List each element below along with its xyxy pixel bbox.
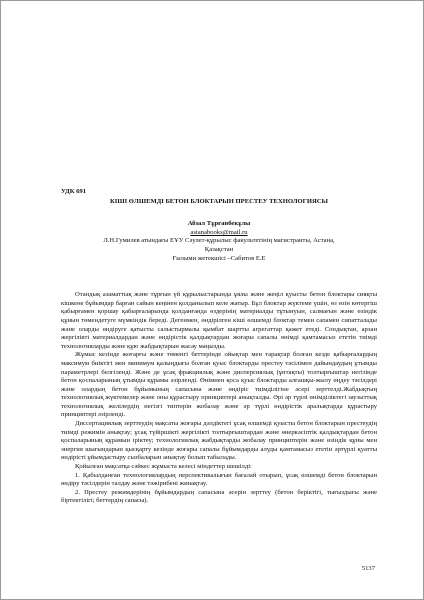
author-name: Абзал Тұрғанбекұлы [187, 220, 251, 228]
article-content [61, 188, 377, 506]
author-affiliation: Л.Н.Гумилев атындағы ЕҰУ Сәулет-құрылыс факультетінің магистранты, Астана, [103, 237, 335, 245]
udk-code: УДК 691 [61, 188, 87, 195]
author-country: Қазақстан [204, 245, 234, 253]
paragraph: Отандық азаматтық және тұрғын үй құрылыстарында ұялы және жеңіл қуысты бетон блоктары сияқты кішкене бұйымдар барған сайын кеңінен қолданылып келе жатыр. Бұл блоктар жүктеме үшін, өз өзін көтергіш қабырғамен қоршау қабырғаларында қолданғанда өздерінің материалды тұтынуын, салмағын және өзіндік құнын төмендетуге мүмкіндік береді. Дегенмен, өндірілген кіші өлшемді блоктар темен сапамен сипатталады және оларды өндіруге қатысты салыстырмалы қымбат шартты агрегаттар қажет етеді. Сондықтан, арзан жергілікті материалдардан және өндірістік қалдықтардан жоғары сапалы өнімді қамтамасыз ететін тиімді технологияларды және құю жабдықтарын жасау маңызды. [61, 291, 377, 350]
paragraph: Жұмыс кезінде жоғарғы және төменгі беттерінде ойықтар мен тарақтар болған кезде қабырғалардың максимум биіктігі мен минимум қалыңдығы болған қуыс блоктарды престеу тәсілімен дайындаудың ұтымды параметрлері белгіленді. Және де ұсақ фракциялық және дисперсиялық (ұнтақты) толтырғыштар негізінде бетон қоспаларының ұтымды құрамы әзірленді. Өнімнен қоса қуыс блоктарды алғашқы-жылу өңдеу тәсілдері және олардың бетон бұйымының сапасына және өндіріс тиімділігіне әсері зерттелді.Жабдықтың технологиялық жүктемелер және оны құрастыру принциптері анықталды. Әрі әр түрлі өнімділіктегі заузыттық технологиялық желілердің негізгі типтерін жобалау және әр түрлі өндірістік аралықтарда құрастыру принциптері әзірленді. [61, 351, 377, 419]
supervisor: Ғылыми жетекшісі –Сабитов Е.Е [172, 254, 266, 262]
article-title: КІШІ ӨЛШЕМДІ БЕТОН БЛОКТАРЫН ПРЕСТЕУ ТЕХНОЛОГИЯСЫ [109, 197, 328, 205]
article-body [61, 291, 377, 506]
author-email[interactable]: astanabooks@mail.ru [190, 228, 248, 236]
paragraph: 1. Қабылданған технологиялардың перспективалығын бағалай отырып, ұсақ өлшемді бетон блоктарын өндіру тәсілдерін талдау және тәжірибені жинақтау. [61, 471, 377, 488]
paragraph: Диссертациялық зерттеудің мақсаты жоғары дәлдіктегі ұсақ өлшемді қуысты бетон блоктарын престеудің тиімді режимін анықтау; ұсақ түйіршікті жергілікті толтырғыштардан және өнеркәсіптік қалдықтардан бетон қоспаларының құрамын іріктеу; технологиялық жабдықтарды жобалау принциптерін және өзіндік құны мен энергия шығындарын қысқарту кезінде жоғары сапалы бұйымдарды алуды қамтамасыз ететін әртүрлі қуатты өндірісті ұйымдастыру сызбаларын анықтау болып табылады. [61, 420, 377, 462]
page-number: 5137 [361, 565, 375, 572]
paragraph: 2. Престеу режимдерінің бұйымдардың сапасына әсерін зерттеу (бетон беріктігі, тығыздығы және біртектілігі; беттердің сапасы). [61, 488, 377, 505]
paragraph: Қойылған мақсатқа сәйкес жұмыста келесі міндеттер шешілді: [75, 463, 252, 471]
